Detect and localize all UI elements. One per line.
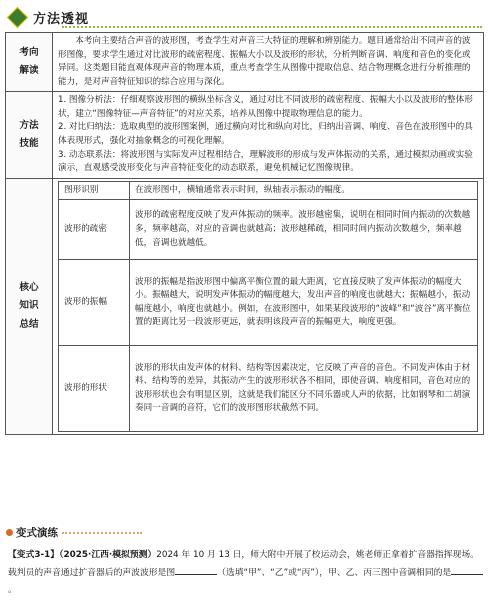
method-item: 2. 对比归纳法：选取典型的波形图案例，通过横向对比和纵向对比，归纳出音调、响度、音色在波形图中的具体表现形式，强化对抽象概念的可视化理解。 [58, 122, 473, 147]
feature-label: 波形的形状 [59, 346, 130, 432]
knowledge-row [59, 346, 478, 432]
feature-label: 波形的疏密 [59, 200, 130, 260]
knowledge-row [59, 260, 478, 346]
feature-text: 在波形图中，横轴通常表示时间，纵轴表示振动的幅度。 [130, 181, 478, 200]
feature-text: 波形的振幅是指波形图中偏离平衡位置的最大距离，它直接反映了发声体振动的幅度大小。振幅越大，说明发声体振动的幅度越大，发出声音的响度也就越大；振幅越小，振动幅度越小，响度也就越小。例如，在波形图中，如果某段波形的“波峰”和“波谷”离平衡位置的距离比另一段波形更远，就表明该段声音的振幅更大，响度更强。 [130, 260, 478, 346]
answer-blank-1[interactable] [175, 564, 217, 575]
section-header [6, 6, 89, 28]
feature-label: 图形识别 [59, 181, 130, 200]
row-kaoxiang [6, 33, 484, 92]
problem-text: 【变式3-1】（2025·江西·模拟预测）2024 年 10 月 13 日，师大附中开展了校运动会，姚老师正拿着扩音器指挥现场。载判员的声音通过扩音器后的声波波形是图 （选填“甲”、“乙”或“丙”），甲、乙、丙三图中音调相同的是。 [8, 547, 484, 599]
problem-choice: （选填“甲”、“乙”或“丙”），甲、乙、丙三图中音调相同的是 [217, 568, 452, 579]
knowledge-row [59, 200, 478, 260]
feature-label: 波形的振幅 [59, 260, 130, 346]
method-item: 3. 动态联系法：将波形图与实际发声过程相结合，理解波形的形成与发声体振动的关系，通过模拟动画或实验演示，直观感受波形变化与声音特征变化的动态联系，避免机械记忆图像规律。 [58, 149, 473, 174]
kaoxiang-text: 本考向主要结合声音的波形图，考查学生对声音三大特征的理解和辨别能力。题目通常给出不同声音的波形图像，要求学生通过对比波形的疏密程度、振幅大小以及波形的形状，分析判断音调、响度和音色的变化或异同。这类题目能直观体现声音的物理本质，重点考查学生从图像中提取信息、结合物理概念进行分析推理的能力，是对声音特征知识的综合应用与深化。 [58, 36, 471, 87]
problem-source: （2025·江西·模拟预测） [59, 550, 157, 560]
side-label-fangfa: 方法 技能 [6, 92, 53, 178]
side-label-hexin: 核心 知识 总结 [6, 178, 53, 435]
practice-header [6, 525, 142, 540]
bullet-icon [6, 529, 13, 536]
row-hexin [6, 178, 484, 435]
feature-text: 波形的疏密程度反映了发声体振动的频率。波形越密集，说明在相同时间内振动的次数越多，频率越高，对应的音调也就越高；波形越稀疏，相同时间内振动次数越少，频率越低，音调也就越低。 [130, 200, 478, 260]
diamond-icon [7, 6, 28, 27]
feature-text: 波形的形状由发声体的材料、结构等因素决定，它反映了声音的音色。不同发声体由于材料、结构等的差异，其振动产生的波形形状各不相同，即使音调、响度相同，音色对应的波形形状也会有明显区别，这就是我们能区分不同乐器或人声的依据，比如钢琴和二胡演奏同一音调的音符，它们的波形图形状截然不同。 [130, 346, 478, 432]
row-fangfa [6, 92, 484, 178]
problem-label: 【变式3-1】 [8, 550, 60, 560]
practice-divider [62, 532, 142, 534]
section-title: 方法透视 [33, 11, 90, 27]
method-table [5, 32, 484, 435]
problem-stem: 2024 年 10 月 13 日，师大附中开展了校运动会，姚老师正拿着扩音器指挥现场。载判员的声音通过扩音器后的声波波形是图 [8, 550, 479, 579]
knowledge-row [59, 181, 478, 200]
answer-blank-2[interactable] [451, 564, 483, 575]
practice-title: 变式演练 [16, 527, 58, 539]
method-item: 1. 图像分析法：仔细观察波形图的横纵坐标含义，通过对比不同波形的疏密程度、振幅大小以及波形的整体形状，建立“图像特征—声音特征”的对应关系，培养从图像中提取物理信息的能力。 [58, 95, 473, 119]
knowledge-table [58, 181, 478, 433]
header-divider [62, 26, 482, 28]
side-label-kaoxiang: 考向 解读 [6, 33, 53, 92]
